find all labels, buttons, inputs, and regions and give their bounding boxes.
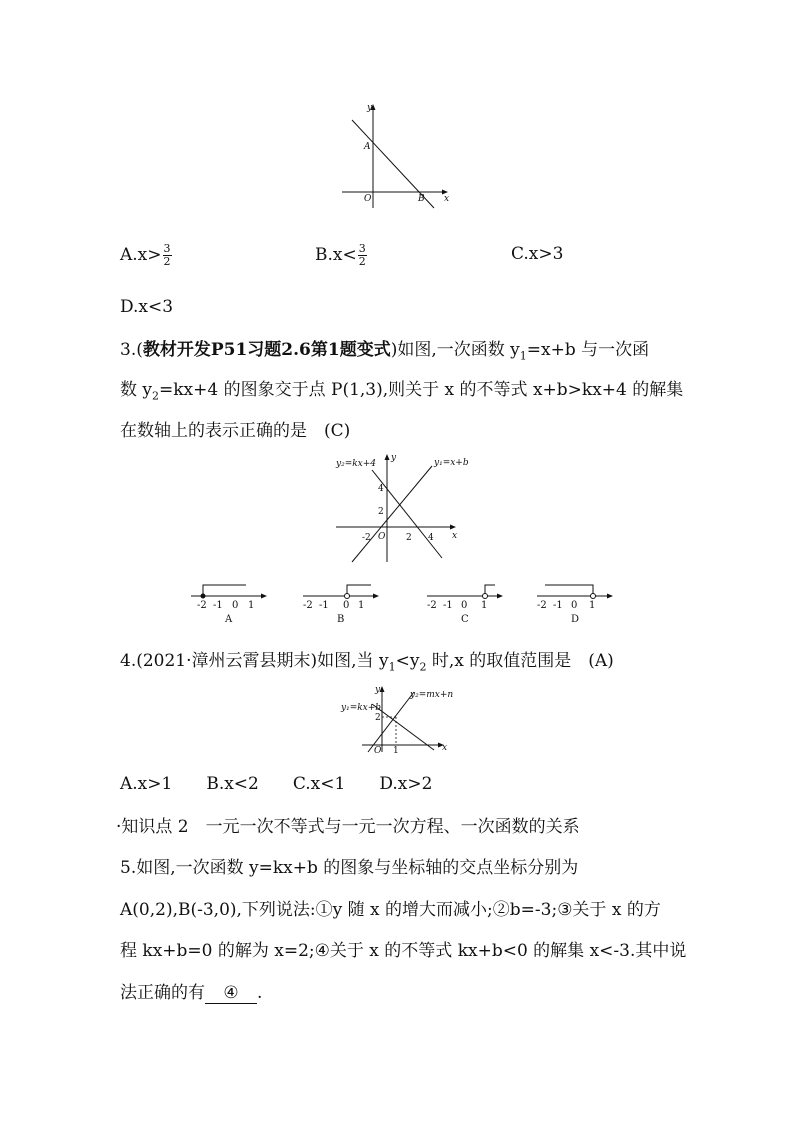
section-heading: ·知识点 2 一元一次不等式与一元一次方程、一次函数的关系 <box>116 817 580 837</box>
tick-label: 0 <box>461 600 468 611</box>
label-x: x <box>442 743 448 753</box>
q3-sub1: 1 <box>519 349 527 363</box>
tick-label: -1 <box>319 600 329 611</box>
tick-label: -2 <box>303 600 313 611</box>
tick-x2: 2 <box>406 533 412 543</box>
label-y: y <box>375 685 381 695</box>
q5-answer-blank: ④ <box>205 983 257 1004</box>
label-o: O <box>364 194 372 204</box>
q3-line1-a: )如图,一次函数 y <box>390 340 520 360</box>
q3-line2-a: 数 y <box>120 380 153 400</box>
tick-label: -2 <box>197 600 207 611</box>
line-y2 <box>372 704 434 750</box>
q4-sub2: 2 <box>419 660 427 674</box>
q2-option-a-prefix: A.x> <box>120 245 162 265</box>
option-label-b: B <box>337 614 345 625</box>
number-line-a <box>191 585 267 625</box>
option-label-a: A <box>225 614 233 625</box>
tick-y4: 4 <box>378 484 384 494</box>
tick-label: -2 <box>537 600 547 611</box>
q2-graph <box>330 100 460 210</box>
q5-line1: 5.如图,一次函数 y=kx+b 的图象与坐标轴的交点坐标分别为 <box>120 858 579 878</box>
q2-option-b-den: 2 <box>358 255 366 268</box>
label-x: x <box>444 194 450 204</box>
label-y1: y₁=kx+b <box>341 703 382 713</box>
tick-y2: 2 <box>378 507 384 517</box>
tick-label: 0 <box>571 600 578 611</box>
label-a: A <box>364 142 371 152</box>
label-y: y <box>367 103 373 113</box>
q3-number-lines <box>185 578 625 628</box>
tick-label: 1 <box>248 600 255 611</box>
q2-option-b <box>315 243 367 268</box>
tick-label: -2 <box>427 600 437 611</box>
y-axis-arrow <box>380 686 385 692</box>
line-y1 <box>352 466 432 562</box>
q4-graph <box>338 684 454 754</box>
number-line-d <box>537 585 613 625</box>
q2-option-b-prefix: B.x< <box>315 245 357 265</box>
label-y2: y₂=kx+4 <box>336 459 377 469</box>
q4-line1-b: <y <box>395 651 420 671</box>
q4-sub1: 1 <box>388 660 396 674</box>
q2-option-a <box>120 243 172 268</box>
q2-option-a-den: 2 <box>163 255 171 268</box>
q3-number: 3.( <box>120 340 143 360</box>
q3-source: 教材开发P51习题2.6第1题变式 <box>142 340 391 360</box>
q3-line1 <box>120 340 650 363</box>
tick-x4: 4 <box>428 533 434 543</box>
option-label-c: C <box>461 614 469 625</box>
q5-line4-a: 法正确的有 <box>120 983 205 1003</box>
x-axis-arrow <box>450 525 456 530</box>
tick-label: -1 <box>213 600 223 611</box>
tick-label: 0 <box>232 600 239 611</box>
label-y: y <box>391 453 397 463</box>
tick-label: 1 <box>358 600 365 611</box>
q5-line2: A(0,2),B(-3,0),下列说法:①y 随 x 的增大而减小;②b=-3;③关于 x 的方 <box>120 900 661 920</box>
q3-line2 <box>120 380 684 403</box>
number-line-c <box>427 585 503 625</box>
label-y1: y₁=x+b <box>434 458 469 468</box>
tick-x1: 1 <box>393 746 399 756</box>
y-axis-arrow <box>385 454 390 460</box>
q5-line4 <box>120 983 262 1004</box>
q4-line1-a: 4.(2021·漳州云霄县期末)如图,当 y <box>120 651 389 671</box>
label-o: O <box>374 746 382 756</box>
q2-option-c: C.x>3 <box>511 244 564 264</box>
q3-sub2: 2 <box>152 389 160 403</box>
q3-graph <box>332 452 472 564</box>
q3-line2-b: =kx+4 的图象交于点 P(1,3),则关于 x 的不等式 x+b>kx+4 的解集 <box>159 380 684 400</box>
tick-label: 0 <box>343 600 350 611</box>
tick-y2: 2 <box>375 713 381 723</box>
tick-label: 1 <box>589 600 596 611</box>
q4-options: A.x>1 B.x<2 C.x<1 D.x>2 <box>120 774 433 794</box>
tick-label: -1 <box>443 600 453 611</box>
tick-label: 1 <box>481 600 488 611</box>
q2-option-a-fraction <box>163 243 172 268</box>
label-x: x <box>452 531 458 541</box>
tick-label: -1 <box>553 600 563 611</box>
q4-line1-c: 时,x 的取值范围是 (A) <box>426 651 614 671</box>
label-y2: y₂=mx+n <box>410 690 454 700</box>
option-label-d: D <box>571 614 580 625</box>
q2-option-d: D.x<3 <box>120 297 174 317</box>
q3-line3: 在数轴上的表示正确的是 (C) <box>120 421 351 441</box>
label-b: B <box>418 194 425 204</box>
q2-option-b-num: 3 <box>358 242 366 255</box>
q4-line1 <box>120 651 614 674</box>
tick-xm2: -2 <box>362 533 371 543</box>
label-o: O <box>378 532 386 542</box>
number-line-b <box>303 585 379 625</box>
q2-option-b-fraction <box>358 243 367 268</box>
q5-line4-b: . <box>257 983 263 1003</box>
q2-option-a-num: 3 <box>163 242 171 255</box>
q3-line1-b: =x+b 与一次函 <box>526 340 650 360</box>
q5-line3: 程 kx+b=0 的解为 x=2;④关于 x 的不等式 kx+b<0 的解集 x<-3.其中说 <box>120 941 687 961</box>
